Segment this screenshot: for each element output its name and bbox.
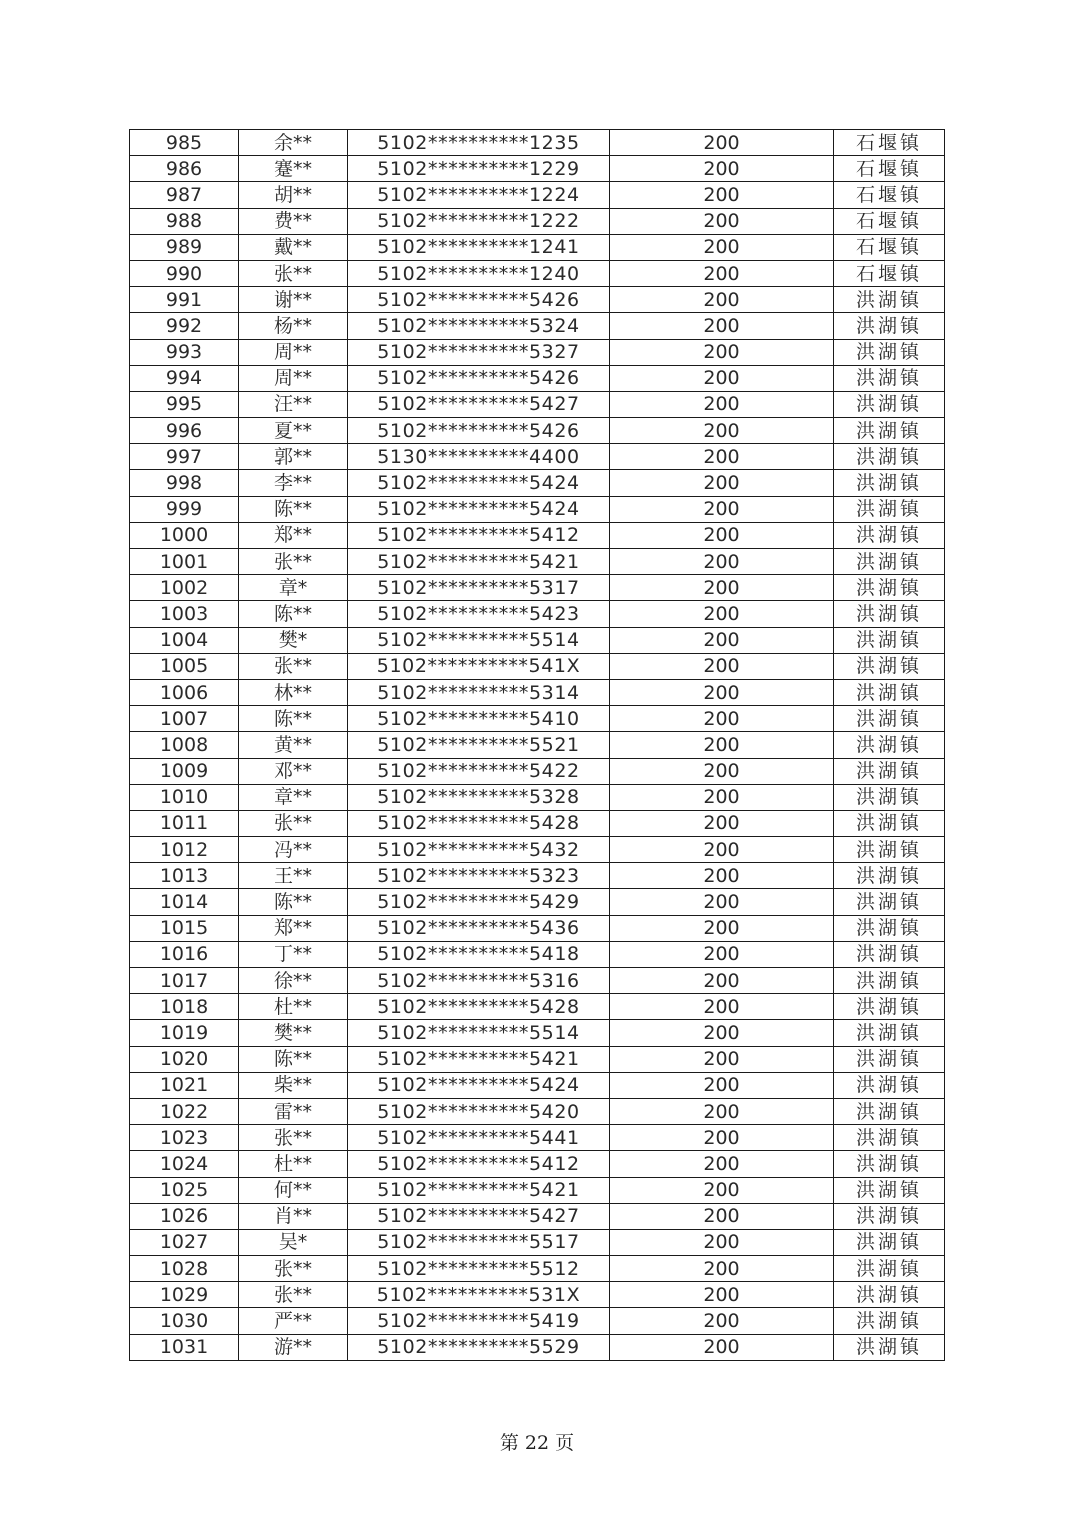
amount-cell: 200 (610, 1203, 834, 1229)
town-cell: 洪湖镇 (834, 1256, 945, 1282)
serial-number-cell: 985 (130, 130, 239, 156)
town-cell: 洪湖镇 (834, 496, 945, 522)
town-cell: 洪湖镇 (834, 1282, 945, 1308)
name-cell: 丁** (239, 941, 348, 967)
serial-number-cell: 1025 (130, 1177, 239, 1203)
town-cell: 洪湖镇 (834, 732, 945, 758)
name-cell: 徐** (239, 968, 348, 994)
amount-cell: 200 (610, 627, 834, 653)
serial-number-cell: 987 (130, 182, 239, 208)
name-cell: 雷** (239, 1098, 348, 1124)
id-number-cell: 5102**********5327 (348, 339, 610, 365)
name-cell: 郭** (239, 444, 348, 470)
town-cell: 洪湖镇 (834, 994, 945, 1020)
town-cell: 洪湖镇 (834, 837, 945, 863)
serial-number-cell: 992 (130, 313, 239, 339)
id-number-cell: 5102**********5424 (348, 470, 610, 496)
town-cell: 洪湖镇 (834, 1098, 945, 1124)
table-row (130, 653, 945, 679)
name-cell: 张** (239, 1256, 348, 1282)
serial-number-cell: 1029 (130, 1282, 239, 1308)
table-row (130, 915, 945, 941)
id-number-cell: 5102**********541X (348, 653, 610, 679)
table-row (130, 1098, 945, 1124)
id-number-cell: 5102**********5424 (348, 496, 610, 522)
amount-cell: 200 (610, 1151, 834, 1177)
serial-number-cell: 1007 (130, 706, 239, 732)
amount-cell: 200 (610, 915, 834, 941)
town-cell: 洪湖镇 (834, 1125, 945, 1151)
serial-number-cell: 1017 (130, 968, 239, 994)
table-row (130, 313, 945, 339)
serial-number-cell: 1003 (130, 601, 239, 627)
town-cell: 洪湖镇 (834, 391, 945, 417)
town-cell: 洪湖镇 (834, 522, 945, 548)
id-number-cell: 5102**********5427 (348, 391, 610, 417)
id-number-cell: 5102**********1235 (348, 130, 610, 156)
serial-number-cell: 990 (130, 260, 239, 286)
id-number-cell: 5130**********4400 (348, 444, 610, 470)
town-cell: 洪湖镇 (834, 1229, 945, 1255)
amount-cell: 200 (610, 706, 834, 732)
name-cell: 陈** (239, 706, 348, 732)
name-cell: 陈** (239, 1046, 348, 1072)
id-number-cell: 5102**********5514 (348, 627, 610, 653)
serial-number-cell: 1011 (130, 810, 239, 836)
amount-cell: 200 (610, 653, 834, 679)
table-row (130, 941, 945, 967)
amount-cell: 200 (610, 732, 834, 758)
town-cell: 洪湖镇 (834, 863, 945, 889)
amount-cell: 200 (610, 575, 834, 601)
amount-cell: 200 (610, 365, 834, 391)
town-cell: 洪湖镇 (834, 1308, 945, 1334)
id-number-cell: 5102**********5517 (348, 1229, 610, 1255)
table-row (130, 732, 945, 758)
table-row (130, 994, 945, 1020)
town-cell: 石堰镇 (834, 260, 945, 286)
serial-number-cell: 1028 (130, 1256, 239, 1282)
serial-number-cell: 1021 (130, 1072, 239, 1098)
id-number-cell: 5102**********5432 (348, 837, 610, 863)
amount-cell: 200 (610, 1334, 834, 1360)
amount-cell: 200 (610, 208, 834, 234)
table-row (130, 444, 945, 470)
serial-number-cell: 1015 (130, 915, 239, 941)
id-number-cell: 5102**********5323 (348, 863, 610, 889)
town-cell: 洪湖镇 (834, 1177, 945, 1203)
serial-number-cell: 1020 (130, 1046, 239, 1072)
table-row (130, 627, 945, 653)
name-cell: 吴* (239, 1229, 348, 1255)
table-row (130, 1125, 945, 1151)
amount-cell: 200 (610, 1072, 834, 1098)
serial-number-cell: 1031 (130, 1334, 239, 1360)
amount-cell: 200 (610, 549, 834, 575)
name-cell: 杜** (239, 1151, 348, 1177)
name-cell: 胡** (239, 182, 348, 208)
table-row (130, 365, 945, 391)
id-number-cell: 5102**********5419 (348, 1308, 610, 1334)
roster-table-body (130, 130, 945, 1361)
name-cell: 章* (239, 575, 348, 601)
amount-cell: 200 (610, 968, 834, 994)
serial-number-cell: 1005 (130, 653, 239, 679)
serial-number-cell: 1000 (130, 522, 239, 548)
table-row (130, 234, 945, 260)
serial-number-cell: 988 (130, 208, 239, 234)
serial-number-cell: 1013 (130, 863, 239, 889)
id-number-cell: 5102**********5428 (348, 810, 610, 836)
id-number-cell: 5102**********5426 (348, 418, 610, 444)
name-cell: 杜** (239, 994, 348, 1020)
town-cell: 洪湖镇 (834, 575, 945, 601)
name-cell: 李** (239, 470, 348, 496)
name-cell: 冯** (239, 837, 348, 863)
table-row (130, 1282, 945, 1308)
table-row (130, 1046, 945, 1072)
serial-number-cell: 1001 (130, 549, 239, 575)
amount-cell: 200 (610, 601, 834, 627)
id-number-cell: 5102**********5421 (348, 1177, 610, 1203)
amount-cell: 200 (610, 339, 834, 365)
serial-number-cell: 1006 (130, 679, 239, 705)
amount-cell: 200 (610, 522, 834, 548)
amount-cell: 200 (610, 1020, 834, 1046)
name-cell: 张** (239, 653, 348, 679)
id-number-cell: 5102**********5412 (348, 1151, 610, 1177)
name-cell: 黄** (239, 732, 348, 758)
amount-cell: 200 (610, 1229, 834, 1255)
name-cell: 郑** (239, 915, 348, 941)
town-cell: 洪湖镇 (834, 706, 945, 732)
subsidy-roster-table (129, 129, 945, 1361)
name-cell: 戴** (239, 234, 348, 260)
serial-number-cell: 1019 (130, 1020, 239, 1046)
amount-cell: 200 (610, 313, 834, 339)
town-cell: 洪湖镇 (834, 470, 945, 496)
name-cell: 柴** (239, 1072, 348, 1098)
amount-cell: 200 (610, 234, 834, 260)
town-cell: 洪湖镇 (834, 758, 945, 784)
table-row (130, 156, 945, 182)
serial-number-cell: 996 (130, 418, 239, 444)
town-cell: 洪湖镇 (834, 679, 945, 705)
table-row (130, 863, 945, 889)
id-number-cell: 5102**********5418 (348, 941, 610, 967)
table-row (130, 208, 945, 234)
table-row (130, 1334, 945, 1360)
table-row (130, 496, 945, 522)
town-cell: 石堰镇 (834, 234, 945, 260)
name-cell: 樊* (239, 627, 348, 653)
id-number-cell: 5102**********1229 (348, 156, 610, 182)
town-cell: 洪湖镇 (834, 653, 945, 679)
table-row (130, 679, 945, 705)
serial-number-cell: 1012 (130, 837, 239, 863)
name-cell: 邓** (239, 758, 348, 784)
table-row (130, 1177, 945, 1203)
name-cell: 蹇** (239, 156, 348, 182)
id-number-cell: 5102**********5436 (348, 915, 610, 941)
page-number: 第 22 页 (499, 1432, 575, 1454)
amount-cell: 200 (610, 1125, 834, 1151)
town-cell: 石堰镇 (834, 208, 945, 234)
amount-cell: 200 (610, 679, 834, 705)
town-cell: 洪湖镇 (834, 784, 945, 810)
amount-cell: 200 (610, 156, 834, 182)
amount-cell: 200 (610, 941, 834, 967)
id-number-cell: 5102**********1222 (348, 208, 610, 234)
name-cell: 陈** (239, 496, 348, 522)
amount-cell: 200 (610, 1098, 834, 1124)
name-cell: 游** (239, 1334, 348, 1360)
town-cell: 洪湖镇 (834, 1151, 945, 1177)
amount-cell: 200 (610, 496, 834, 522)
town-cell: 洪湖镇 (834, 889, 945, 915)
amount-cell: 200 (610, 784, 834, 810)
amount-cell: 200 (610, 1308, 834, 1334)
name-cell: 章** (239, 784, 348, 810)
name-cell: 夏** (239, 418, 348, 444)
amount-cell: 200 (610, 260, 834, 286)
town-cell: 石堰镇 (834, 182, 945, 208)
name-cell: 周** (239, 339, 348, 365)
table-row (130, 339, 945, 365)
amount-cell: 200 (610, 1256, 834, 1282)
id-number-cell: 5102**********5422 (348, 758, 610, 784)
table-row (130, 391, 945, 417)
name-cell: 张** (239, 260, 348, 286)
serial-number-cell: 1016 (130, 941, 239, 967)
table-row (130, 1151, 945, 1177)
name-cell: 张** (239, 1282, 348, 1308)
amount-cell: 200 (610, 1177, 834, 1203)
id-number-cell: 5102**********5328 (348, 784, 610, 810)
name-cell: 谢** (239, 287, 348, 313)
serial-number-cell: 986 (130, 156, 239, 182)
id-number-cell: 5102**********5316 (348, 968, 610, 994)
name-cell: 郑** (239, 522, 348, 548)
serial-number-cell: 1014 (130, 889, 239, 915)
id-number-cell: 5102**********5529 (348, 1334, 610, 1360)
id-number-cell: 5102**********5426 (348, 365, 610, 391)
id-number-cell: 5102**********1224 (348, 182, 610, 208)
id-number-cell: 5102**********5428 (348, 994, 610, 1020)
amount-cell: 200 (610, 837, 834, 863)
id-number-cell: 5102**********5314 (348, 679, 610, 705)
town-cell: 洪湖镇 (834, 627, 945, 653)
town-cell: 洪湖镇 (834, 1203, 945, 1229)
table-row (130, 784, 945, 810)
name-cell: 费** (239, 208, 348, 234)
serial-number-cell: 999 (130, 496, 239, 522)
town-cell: 洪湖镇 (834, 418, 945, 444)
serial-number-cell: 997 (130, 444, 239, 470)
name-cell: 何** (239, 1177, 348, 1203)
name-cell: 周** (239, 365, 348, 391)
amount-cell: 200 (610, 182, 834, 208)
id-number-cell: 5102**********5427 (348, 1203, 610, 1229)
name-cell: 严** (239, 1308, 348, 1334)
town-cell: 石堰镇 (834, 130, 945, 156)
serial-number-cell: 991 (130, 287, 239, 313)
name-cell: 汪** (239, 391, 348, 417)
table-row (130, 810, 945, 836)
serial-number-cell: 1009 (130, 758, 239, 784)
serial-number-cell: 995 (130, 391, 239, 417)
table-row (130, 758, 945, 784)
amount-cell: 200 (610, 130, 834, 156)
table-row (130, 287, 945, 313)
id-number-cell: 5102**********5426 (348, 287, 610, 313)
table-row (130, 470, 945, 496)
town-cell: 洪湖镇 (834, 941, 945, 967)
name-cell: 王** (239, 863, 348, 889)
id-number-cell: 5102**********5514 (348, 1020, 610, 1046)
name-cell: 张** (239, 1125, 348, 1151)
town-cell: 洪湖镇 (834, 1020, 945, 1046)
name-cell: 林** (239, 679, 348, 705)
serial-number-cell: 1018 (130, 994, 239, 1020)
amount-cell: 200 (610, 418, 834, 444)
serial-number-cell: 998 (130, 470, 239, 496)
table-row (130, 1020, 945, 1046)
table-row (130, 889, 945, 915)
town-cell: 洪湖镇 (834, 810, 945, 836)
town-cell: 洪湖镇 (834, 365, 945, 391)
serial-number-cell: 1023 (130, 1125, 239, 1151)
id-number-cell: 5102**********5424 (348, 1072, 610, 1098)
table-row (130, 130, 945, 156)
serial-number-cell: 1024 (130, 1151, 239, 1177)
serial-number-cell: 1002 (130, 575, 239, 601)
town-cell: 洪湖镇 (834, 1072, 945, 1098)
id-number-cell: 5102**********5421 (348, 549, 610, 575)
amount-cell: 200 (610, 444, 834, 470)
id-number-cell: 5102**********5324 (348, 313, 610, 339)
town-cell: 洪湖镇 (834, 601, 945, 627)
table-row (130, 1203, 945, 1229)
amount-cell: 200 (610, 470, 834, 496)
serial-number-cell: 1030 (130, 1308, 239, 1334)
id-number-cell: 5102**********531X (348, 1282, 610, 1308)
serial-number-cell: 1027 (130, 1229, 239, 1255)
id-number-cell: 5102**********5441 (348, 1125, 610, 1151)
town-cell: 洪湖镇 (834, 313, 945, 339)
town-cell: 洪湖镇 (834, 444, 945, 470)
table-row (130, 260, 945, 286)
serial-number-cell: 1010 (130, 784, 239, 810)
serial-number-cell: 1008 (130, 732, 239, 758)
serial-number-cell: 1004 (130, 627, 239, 653)
table-row (130, 968, 945, 994)
name-cell: 樊** (239, 1020, 348, 1046)
name-cell: 张** (239, 810, 348, 836)
name-cell: 余** (239, 130, 348, 156)
table-row (130, 182, 945, 208)
serial-number-cell: 1026 (130, 1203, 239, 1229)
serial-number-cell: 1022 (130, 1098, 239, 1124)
amount-cell: 200 (610, 287, 834, 313)
table-row (130, 1308, 945, 1334)
id-number-cell: 5102**********1240 (348, 260, 610, 286)
amount-cell: 200 (610, 391, 834, 417)
table-row (130, 1229, 945, 1255)
amount-cell: 200 (610, 1282, 834, 1308)
id-number-cell: 5102**********5521 (348, 732, 610, 758)
name-cell: 张** (239, 549, 348, 575)
id-number-cell: 5102**********5423 (348, 601, 610, 627)
name-cell: 肖** (239, 1203, 348, 1229)
id-number-cell: 5102**********5317 (348, 575, 610, 601)
table-row (130, 1072, 945, 1098)
town-cell: 石堰镇 (834, 156, 945, 182)
table-row (130, 575, 945, 601)
amount-cell: 200 (610, 863, 834, 889)
name-cell: 陈** (239, 889, 348, 915)
id-number-cell: 5102**********5412 (348, 522, 610, 548)
table-row (130, 522, 945, 548)
table-row (130, 706, 945, 732)
town-cell: 洪湖镇 (834, 287, 945, 313)
table-row (130, 837, 945, 863)
table-row (130, 549, 945, 575)
name-cell: 陈** (239, 601, 348, 627)
town-cell: 洪湖镇 (834, 549, 945, 575)
amount-cell: 200 (610, 1046, 834, 1072)
id-number-cell: 5102**********5421 (348, 1046, 610, 1072)
serial-number-cell: 993 (130, 339, 239, 365)
town-cell: 洪湖镇 (834, 915, 945, 941)
id-number-cell: 5102**********5429 (348, 889, 610, 915)
id-number-cell: 5102**********5512 (348, 1256, 610, 1282)
table-row (130, 1256, 945, 1282)
amount-cell: 200 (610, 810, 834, 836)
town-cell: 洪湖镇 (834, 1046, 945, 1072)
amount-cell: 200 (610, 994, 834, 1020)
serial-number-cell: 994 (130, 365, 239, 391)
table-row (130, 601, 945, 627)
serial-number-cell: 989 (130, 234, 239, 260)
name-cell: 杨** (239, 313, 348, 339)
table-row (130, 418, 945, 444)
amount-cell: 200 (610, 758, 834, 784)
amount-cell: 200 (610, 889, 834, 915)
id-number-cell: 5102**********1241 (348, 234, 610, 260)
id-number-cell: 5102**********5420 (348, 1098, 610, 1124)
town-cell: 洪湖镇 (834, 339, 945, 365)
id-number-cell: 5102**********5410 (348, 706, 610, 732)
town-cell: 洪湖镇 (834, 968, 945, 994)
town-cell: 洪湖镇 (834, 1334, 945, 1360)
